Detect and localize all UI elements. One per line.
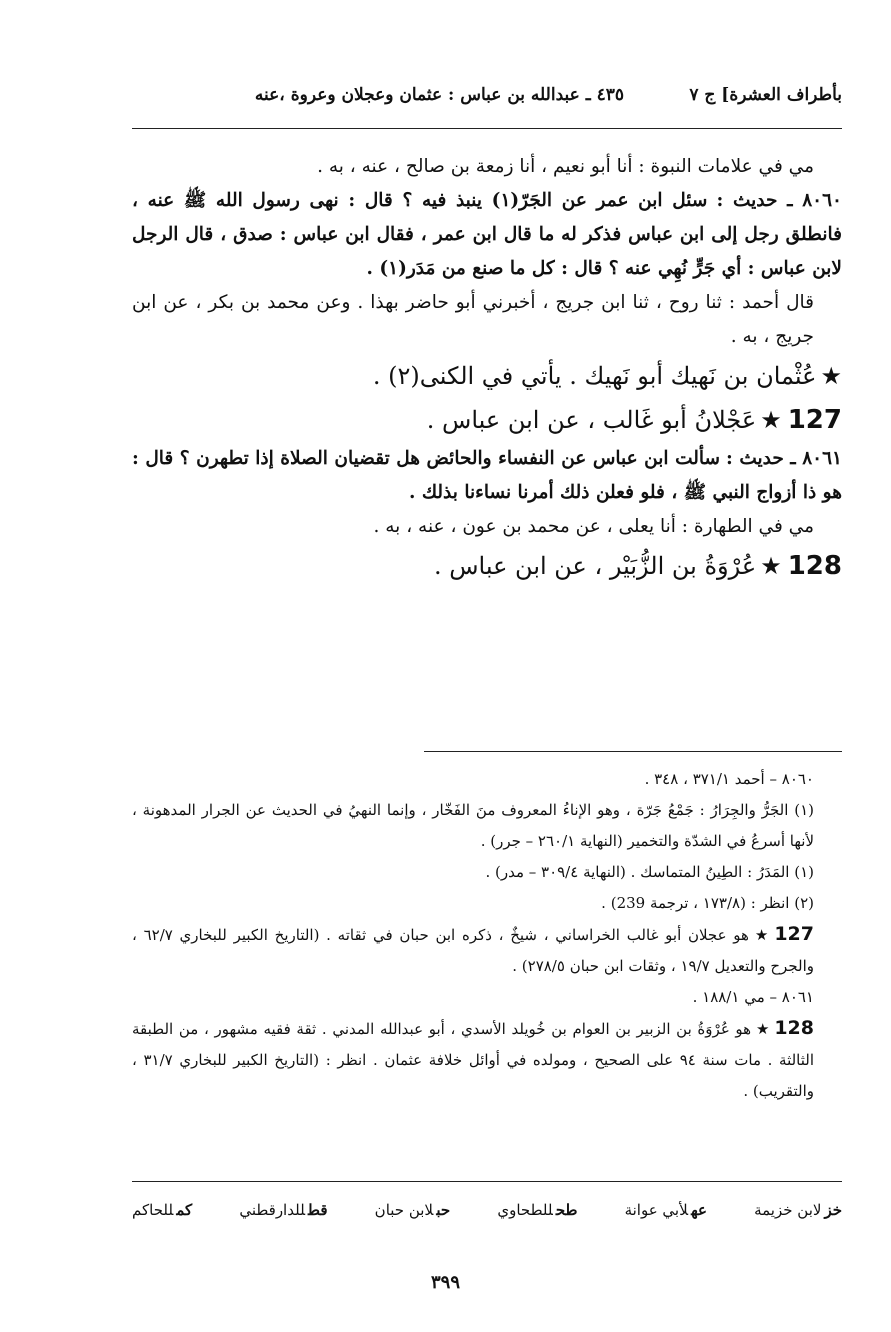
footnote-ref-8061: ٨٠٦١ – مي ١٨٨/١ . bbox=[692, 988, 814, 1006]
narrator-128-number: 128 bbox=[787, 551, 842, 581]
abbr-item: خزلابن خزيمة bbox=[754, 1201, 842, 1219]
footnote-128-number: 128 bbox=[774, 1017, 814, 1039]
hadith-8061-text: سألت ابن عباس عن النفساء والحائض هل تقضيان الصلاة إذا تطهرن ؟ قال : هو ذا أزواج النبي ﷺ ، فلو فعلن ذلك أمرنا نساءنا بذلك . bbox=[132, 448, 842, 503]
source-line: مي في علامات النبوة : أنا أبو نعيم ، أنا زمعة بن صالح ، عنه ، به . bbox=[317, 156, 814, 177]
hadith-8060-text: سئل ابن عمر عن الجَرّ(١) ينبذ فيه ؟ قال : نهى رسول الله ﷺ عنه ، فانطلق رجل إلى ابن عباس فذكر له ما قال ابن عمر ، فقال ابن عباس : صدق ، قال الرجل لابن عباس : أي جَرٍّ نُهِي عنه ؟ قال : كل ما صنع من مَدَر(١) . bbox=[132, 190, 842, 279]
hadith-8061-number: ٨٠٦١ ـ حديث : bbox=[725, 448, 842, 469]
star-icon: ★ bbox=[760, 552, 782, 580]
star-icon: ★ bbox=[820, 362, 842, 390]
narrator-127-text: عَجْلانُ أبو غَالب ، عن ابن عباس . bbox=[426, 406, 757, 434]
star-icon: ★ bbox=[755, 1020, 771, 1038]
footnote-madar: (١) المَدَرُ : الطِينُ المتماسك . (النهاية ٣٠٩/٤ – مدر) . bbox=[485, 863, 814, 881]
star-icon: ★ bbox=[760, 406, 782, 434]
abbr-item: عهلأبي عوانة bbox=[624, 1201, 707, 1219]
hadith-8060 bbox=[132, 184, 842, 286]
footnote-128 bbox=[132, 1013, 842, 1107]
header-rule bbox=[132, 128, 842, 129]
header-book-title: بأطراف العشرة] ج ٧ bbox=[689, 85, 842, 105]
narrator-128 bbox=[132, 544, 842, 588]
header-section-title: ٤٣٥ ـ عبدالله بن عباس : عثمان وعجلان وعروة ،عنه bbox=[254, 85, 624, 105]
hadith-8060-number: ٨٠٦٠ ـ حديث : bbox=[716, 190, 842, 211]
footnote-kuna: (٢) انظر : (١٧٣/٨ ، ترجمة 239) . bbox=[601, 894, 814, 912]
narrator-uthman-text: عُثْمان بن نَهيك أبو نَهيك . يأتي في الكنى(٢) . bbox=[372, 362, 817, 390]
abbreviations-rule bbox=[132, 1181, 842, 1182]
narrator-127 bbox=[132, 398, 842, 442]
abbreviations-legend bbox=[132, 1190, 842, 1230]
footnote-127 bbox=[132, 919, 842, 982]
narrator-uthman bbox=[132, 354, 842, 398]
hadith-8061-source: مي في الطهارة : أنا يعلى ، عن محمد بن عون ، عنه ، به . bbox=[373, 516, 814, 537]
abbr-item: طحللطحاوي bbox=[497, 1201, 578, 1219]
abbr-item: قطللدارقطني bbox=[239, 1201, 328, 1219]
footnote-jarr: (١) الجَرُّ والجِرَارُ : جَمْعُ جَرّة ، وهو الإناءُ المعروف منَ الفَخّار ، وإنما النهيُ في الحديث عن الجرار المدهونة ، لأنها أسرعُ في الشدّة والتخمير (النهاية ٢٦٠/١ – جرر) . bbox=[132, 801, 814, 850]
hadith-8060-source: قال أحمد : ثنا روح ، ثنا ابن جريج ، أخبرني أبو حاضر بهذا . وعن محمد بن بكر ، عن ابن جريج ، به . bbox=[132, 292, 814, 347]
abbr-item: كمللحاكم bbox=[132, 1201, 193, 1219]
footnotes bbox=[132, 764, 842, 1107]
narrator-128-text: عُرْوَةُ بن الزُّبَيْر ، عن ابن عباس . bbox=[433, 552, 757, 580]
footnote-ref-8060: ٨٠٦٠ – أحمد ٣٧١/١ ، ٣٤٨ . bbox=[644, 770, 814, 788]
abbr-item: حبلابن حبان bbox=[374, 1201, 451, 1219]
main-text bbox=[132, 150, 842, 588]
running-header bbox=[132, 85, 842, 117]
footnote-127-number: 127 bbox=[774, 923, 814, 945]
hadith-8061 bbox=[132, 442, 842, 510]
footnote-127-text: هو عجلان أبو غالب الخراساني ، شيخٌ ، ذكره ابن حبان في ثقاته . (التاريخ الكبير للبخاري ٦٢/٧ ، والجرح والتعديل ١٩/٧ ، وثقات ابن حبان ٢٧٨/٥) . bbox=[132, 926, 814, 975]
narrator-127-number: 127 bbox=[787, 405, 842, 435]
footnote-128-text: هو عُرْوَةُ بن الزبير بن العوام بن خُويلد الأسدي ، أبو عبدالله المدني . ثقة فقيه مشهور ، من الطبقة الثالثة . مات سنة ٩٤ على الصحيح ، ومولده في أوائل خلافة عثمان . انظر : (التاريخ الكبير للبخاري ٣١/٧ ، والتقريب) . bbox=[132, 1020, 814, 1100]
page-number: ٣٩٩ bbox=[430, 1272, 460, 1293]
star-icon: ★ bbox=[752, 926, 771, 944]
footnote-separator bbox=[424, 751, 842, 752]
